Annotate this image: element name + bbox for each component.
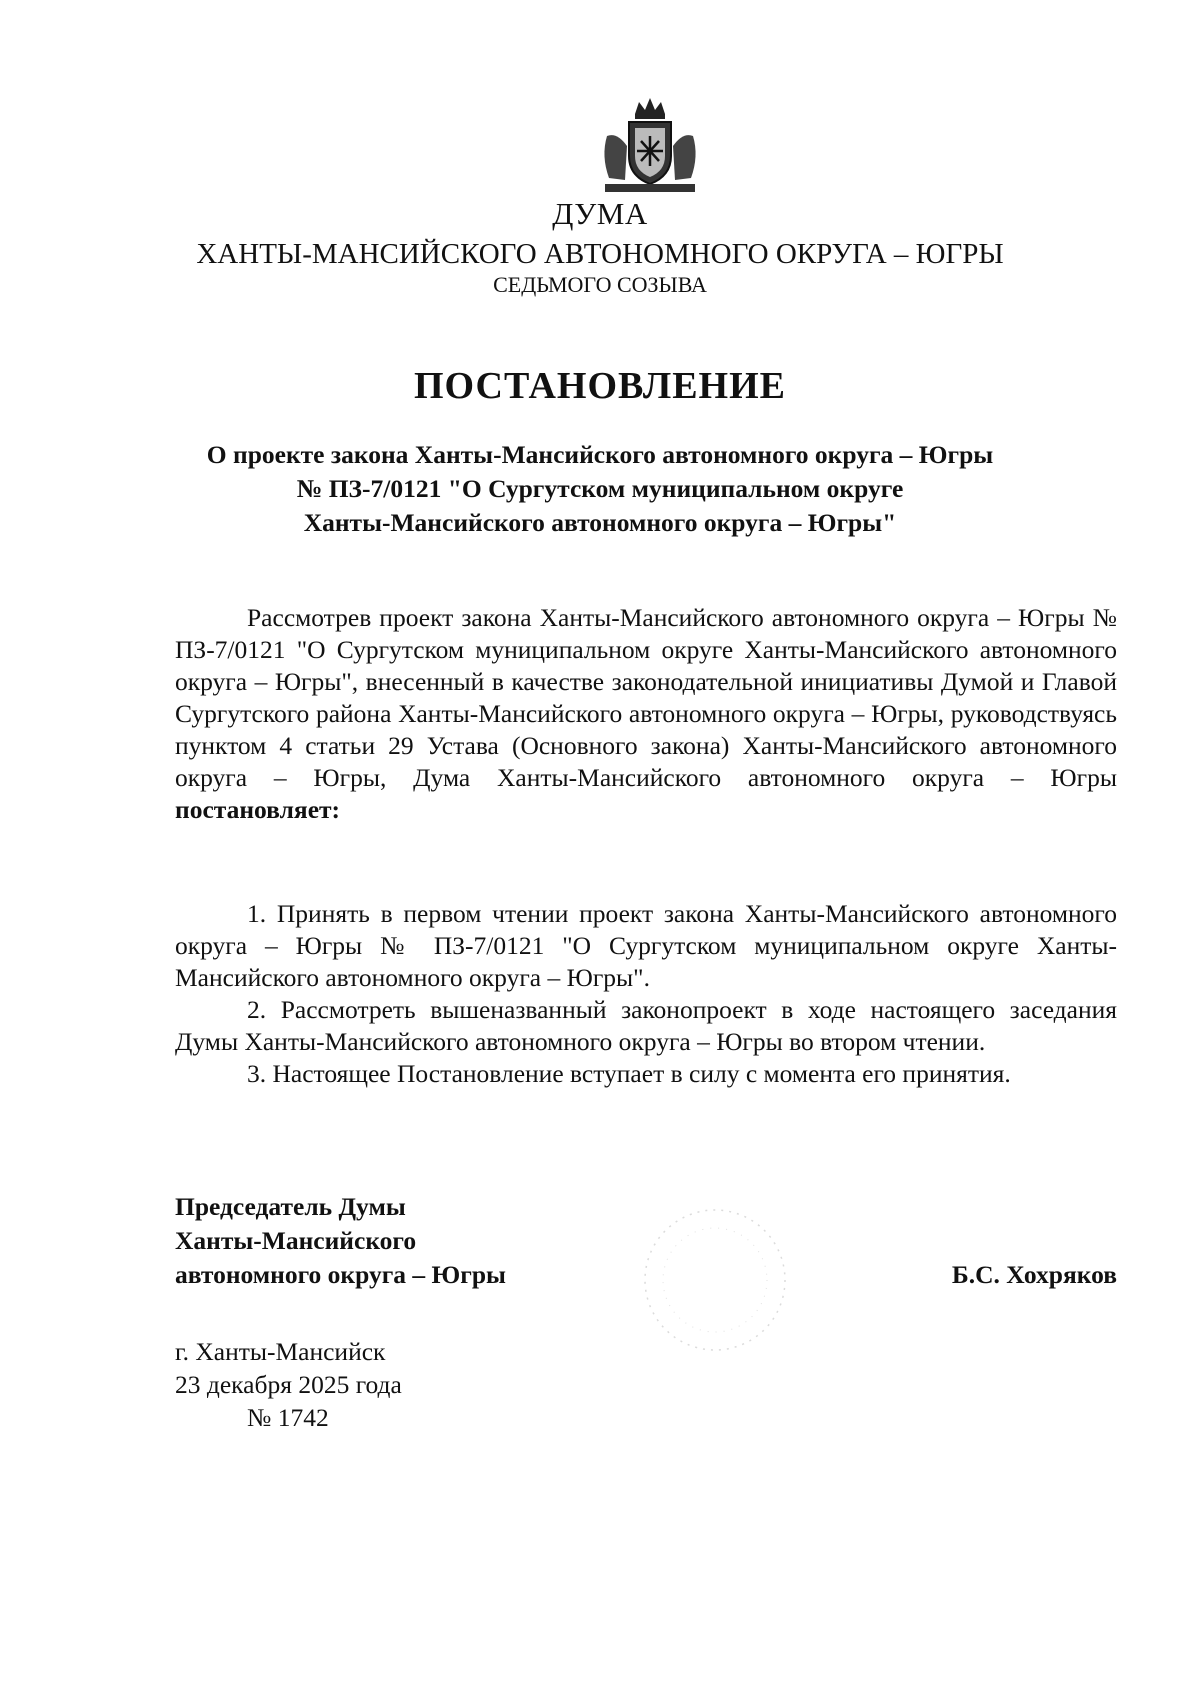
date: 23 декабря 2025 года: [175, 1370, 402, 1399]
coat-of-arms-icon: [595, 96, 705, 196]
organization-name: ДУМА: [552, 196, 648, 231]
resolves-word: постановляет:: [175, 795, 341, 824]
resolution-item: 2. Рассмотреть вышеназванный законопроект в ходе настоящего заседания Думы Ханты-Мансийского автономного округа – Югры во втором чтении.: [175, 995, 1117, 1056]
signature-block: [175, 1190, 1117, 1292]
subject-line: О проекте закона Ханты-Мансийского автономного округа – Югры: [206, 440, 994, 469]
signer-position-line: Ханты-Мансийского: [175, 1226, 417, 1255]
subject-line: Ханты-Мансийского автономного округа – Югры": [303, 508, 897, 537]
document-type: ПОСТАНОВЛЕНИЕ: [413, 365, 787, 407]
signer-position-line: Председатель Думы: [175, 1192, 406, 1221]
convocation: СЕДЬМОГО СОЗЫВА: [493, 272, 707, 297]
region-name: ХАНТЫ-МАНСИЙСКОГО АВТОНОМНОГО ОКРУГА – ЮГРЫ: [196, 238, 1004, 270]
resolution-item: 3. Настоящее Постановление вступает в силу с момента его принятия.: [247, 1059, 1011, 1088]
resolution-items: [175, 898, 1117, 1090]
preamble: [175, 602, 1117, 826]
signer-name: Б.С. Хохряков: [951, 1260, 1117, 1289]
resolution-item: 1. Принять в первом чтении проект закона Ханты-Мансийского автономного округа – Югры № ПЗ-7/0121 "О Сургутском муниципальном округе Ханты-Мансийского автономного округа – Югры".: [175, 899, 1117, 992]
city: г. Ханты-Мансийск: [175, 1337, 386, 1366]
document-number: № 1742: [247, 1403, 329, 1432]
subject-line: № ПЗ-7/0121 "О Сургутском муниципальном округе: [296, 474, 904, 503]
place-date-number: [175, 1335, 402, 1434]
signer-position-line: автономного округа – Югры: [175, 1260, 506, 1289]
preamble-text: Рассмотрев проект закона Ханты-Мансийского автономного округа – Югры № ПЗ-7/0121 "О Сургутском муниципальном округе Ханты-Мансийского автономного округа – Югры", внесенный в качестве законодательной инициативы Думой и Главой Сургутского района Ханты-Мансийского автономного округа – Югры, руководствуясь пунктом 4 статьи 29 Устава (Основного закона) Ханты-Мансийского автономного округа – Югры, Дума Ханты-Мансийского автономного округа – Югры постановляет:: [175, 603, 1117, 824]
document-subject: [0, 438, 1200, 540]
